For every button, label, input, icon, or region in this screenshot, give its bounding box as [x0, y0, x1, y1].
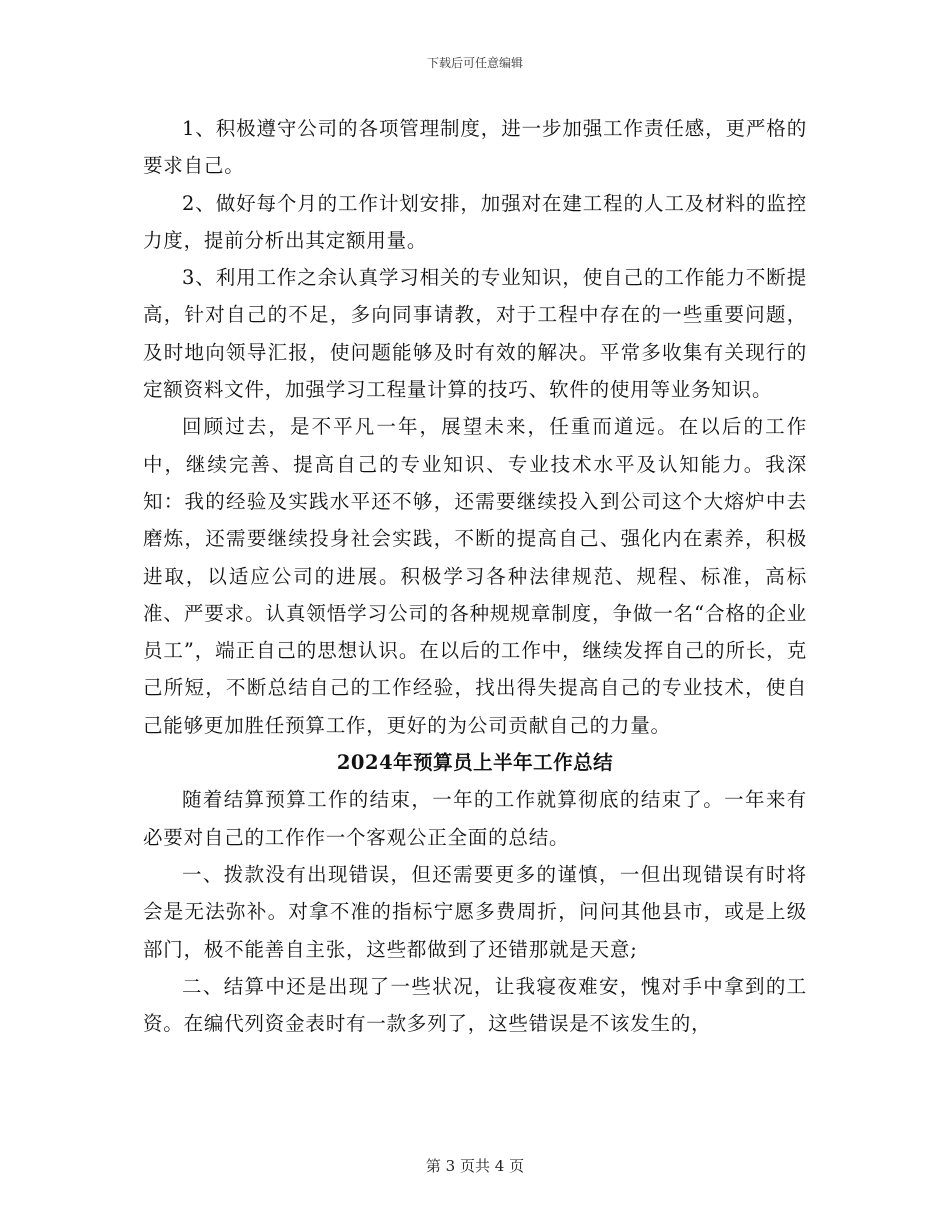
page-header: 下载后可任意编辑: [426, 56, 523, 70]
paragraph: 二、结算中还是出现了一些状况，让我寝夜难安，愧对手中拿到的工资。在编代列资金表时有一款多列了，这些错误是不该发生的，: [143, 974, 807, 1036]
paragraph: 2、做好每个月的工作计划安排，加强对在建工程的人工及材料的监控力度，提前分析出其定额用量。: [143, 191, 807, 252]
section-title: 2024年预算员上半年工作总结: [336, 751, 614, 775]
paragraph: 回顾过去，是不平凡一年，展望未来，任重而道远。在以后的工作中，继续完善、提高自己的专业知识、专业技术水平及认知能力。我深知：我的经验及实践水平还不够，还需要继续投入到公司这个大熔炉中去磨炼，还需要继续投身社会实践，不断的提高自己、强化内在素养，积极进取，以适应公司的进展。积极学习各种法律规范、规程、标准，高标准、严要求。认真领悟学习公司的各种规规章制度，争做一名“合格的企业员工”，端正自己的思想认识。在以后的工作中，继续发挥自己的所长，克己所短，不断总结自己的工作经验，找出得失提高自己的专业技术，使自己能够更加胜任预算工作，更好的为公司贡献自己的力量。: [143, 415, 807, 737]
paragraph: 一、拨款没有出现错误，但还需要更多的谨慎，一但出现错误有时将会是无法弥补。对拿不准的指标宁愿多费周折，问问其他县市，或是上级部门，极不能善自主张，这些都做到了还错那就是天意;: [143, 862, 807, 961]
paragraph: 3、利用工作之余认真学习相关的专业知识，使自己的工作能力不断提高，针对自己的不足，多向同事请教，对于工程中存在的一些重要问题，及时地向领导汇报，使问题能够及时有效的解决。平常多收集有关现行的定额资料文件，加强学习工程量计算的技巧、软件的使用等业务知识。: [143, 266, 807, 402]
paragraph: 1、积极遵守公司的各项管理制度，进一步加强工作责任感，更严格的要求自己。: [143, 117, 807, 178]
paragraph: 随着结算预算工作的结束，一年的工作就算彻底的结束了。一年来有必要对自己的工作作一个客观公正全面的总结。: [143, 788, 807, 849]
document-body: [143, 110, 807, 1042]
page-footer: 第 3 页共 4 页: [425, 1157, 525, 1175]
